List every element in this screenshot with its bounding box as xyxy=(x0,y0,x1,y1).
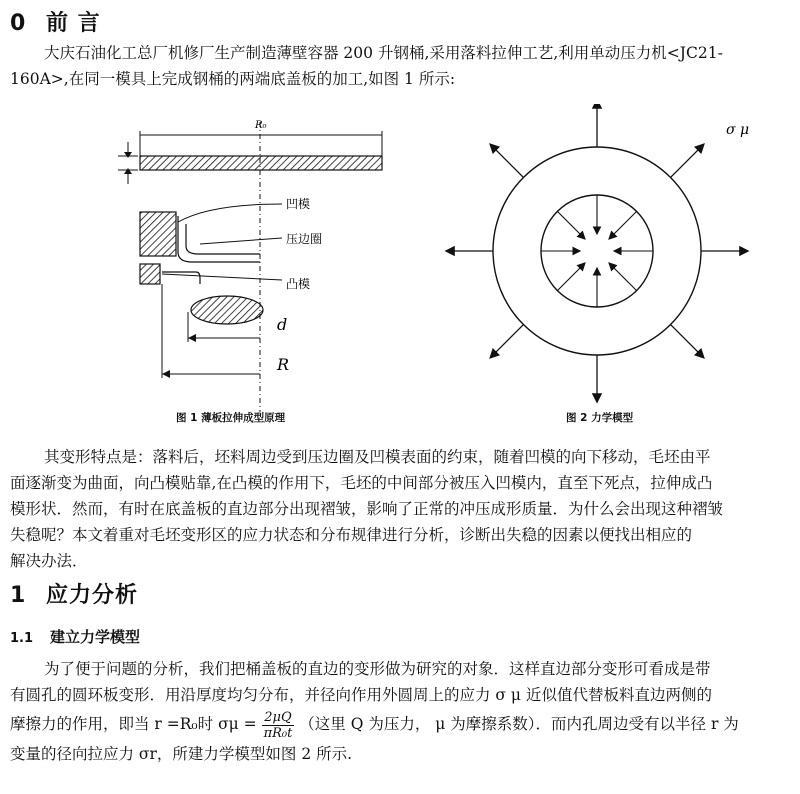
section-title: 前 言 xyxy=(46,11,101,36)
inner-stress-arrow xyxy=(557,211,584,238)
subsection-number: 1.1 xyxy=(10,631,34,646)
outer-stress-arrow xyxy=(671,145,704,178)
figure-2 xyxy=(440,104,770,434)
label-d: d xyxy=(277,315,288,334)
blank-holder-block xyxy=(140,264,160,284)
section-1-1-heading xyxy=(10,626,140,647)
para3-line-4: 变量的径向拉应力 σr，所建力学模型如图 2 所示. xyxy=(10,744,353,763)
label-die: 凹模 xyxy=(286,197,311,211)
section-title: 应力分析 xyxy=(46,583,139,608)
friction-stress-fraction: $\frac{2\mu Q}{\text{πR₀t}}$ xyxy=(263,709,293,741)
inner-stress-arrow xyxy=(557,264,584,291)
outer-stress-arrows xyxy=(447,104,750,401)
outer-circle xyxy=(493,147,701,355)
outer-stress-arrow xyxy=(671,325,704,358)
outer-stress-arrow xyxy=(491,145,524,178)
section-number: 0 xyxy=(10,11,27,36)
intro-line-2: 160A>,在同一模具上完成钢桶的两端底盖板的加工,如图 1 所示: xyxy=(10,70,456,88)
section-1-heading xyxy=(10,578,138,609)
label-punch: 凸模 xyxy=(286,277,311,291)
figure-1 xyxy=(100,112,400,432)
para2-line-1: 其变形特点是：落料后，坯料周边受到压边圈及凹模表面的约束，随着凹模的向下移动，毛坯由平 xyxy=(44,448,711,466)
deformation-paragraph xyxy=(10,444,790,574)
figure-2-drawing xyxy=(440,104,770,434)
intro-line-1: 大庆石油化工总厂机修厂生产制造薄壁容器 200 升钢桶,采用落料拉伸工艺,利用单动压力机<JC21- xyxy=(44,44,723,62)
label-R: R xyxy=(277,355,290,374)
blank-plate xyxy=(140,156,382,170)
section-number: 1 xyxy=(10,583,27,608)
para3-line-1: 为了便于问题的分析，我们把桶盖板的直边的变形做为研究的对象．这样直边部分变形可看成是带 xyxy=(44,660,711,678)
figure-2-caption: 图 2 力学模型 xyxy=(566,412,634,424)
subsection-title: 建立力学模型 xyxy=(50,628,141,646)
label-t: t xyxy=(118,161,122,171)
figure-1-caption: 图 1 薄板拉伸成型原理 xyxy=(176,412,286,424)
para2-line-4: 失稳呢？本文着重对毛坯变形区的应力状态和分布规律进行分析，诊断出失稳的因素以便找出相应的 xyxy=(10,526,693,544)
figure-1-drawing xyxy=(100,112,400,432)
punch-ellipse xyxy=(191,296,263,324)
para3-line-2: 有圆孔的圆环板变形．用沿厚度均匀分布，并径向作用外圆周上的应力 σ μ 近似值代替板料直边两侧的 xyxy=(10,686,712,704)
inner-stress-arrow xyxy=(610,264,637,291)
para2-line-2: 面逐渐变为曲面，向凸模贴靠,在凸模的作用下，毛坯的中间部分被压入凹模内，直至下死点，拉伸成凸 xyxy=(10,474,713,492)
section-0-heading xyxy=(10,6,101,37)
intro-paragraph xyxy=(10,40,790,92)
label-blank-holder: 压边圈 xyxy=(286,232,323,246)
para2-line-5: 解决办法． xyxy=(10,552,88,570)
label-r0: R₀ xyxy=(255,120,267,131)
label-sigma-mu: σ μ xyxy=(726,122,750,138)
inner-stress-arrows xyxy=(541,195,653,307)
die-block xyxy=(140,212,176,256)
inner-stress-arrow xyxy=(610,211,637,238)
model-paragraph xyxy=(10,656,790,767)
outer-stress-arrow xyxy=(491,325,524,358)
para3-line-3: 摩擦力的作用，即当 r =R₀时 σμ = $\frac{2\mu Q}{\text{πR₀t}}$ （这里 Q 为压力， μ 为摩擦系数）．而内孔周边受有以半径 r 为 xyxy=(10,709,739,741)
para2-line-3: 模形状．然而，有时在底盖板的直边部分出现褶皱，影响了正常的冲压成形质量．为什么会出现这种褶皱 xyxy=(10,500,724,518)
